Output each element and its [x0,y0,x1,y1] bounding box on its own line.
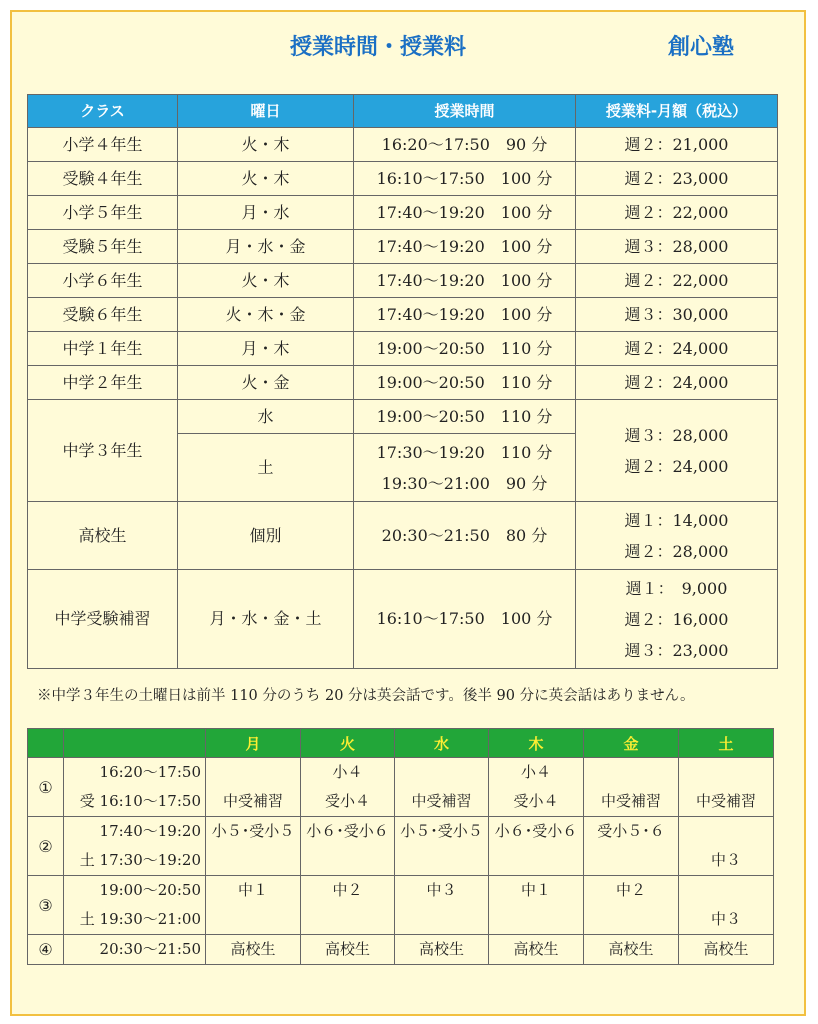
schedule-row [28,817,774,876]
schedule-cell [395,817,489,876]
table-row [28,400,778,434]
time-cell: 19:00～20:50 110 分 [354,366,576,400]
period-time [64,876,206,935]
day-thu: 木 [489,729,584,758]
time-cell: 17:40～19:20 100 分 [354,230,576,264]
fee-cell: 週２：21,000 [576,128,778,162]
class-label: 小５･受小５ [400,822,483,840]
class-label: 中３ [710,851,741,869]
fee-line: 週２：16,000 [624,609,729,629]
class-cell: 受験４年生 [28,162,178,196]
class-label [301,905,394,934]
period-number: ③ [28,876,64,935]
class-cell: 受験６年生 [28,298,178,332]
class-label [206,905,300,934]
fee-cell: 週２：22,000 [576,264,778,298]
day-wed: 水 [395,729,489,758]
time-line: 17:40～19:20 [99,822,201,840]
period-time [64,817,206,876]
class-label: 中２ [615,881,646,899]
class-cell: 中学３年生 [28,400,178,502]
fee-line: 週２：28,000 [624,541,729,561]
table-row [28,570,778,669]
class-cell: 小学４年生 [28,128,178,162]
time-cell: 16:10～17:50 100 分 [354,162,576,196]
class-label: 高校生 [418,940,464,958]
fee-line: 週１：14,000 [624,510,729,530]
fee-cell: 週２：24,000 [576,366,778,400]
schedule-cell [395,876,489,935]
time-cell: 17:40～19:20 100 分 [354,264,576,298]
fee-cell [576,502,778,570]
day-mon: 月 [206,729,301,758]
time-cell: 20:30～21:50 80 分 [354,502,576,570]
time-cell: 17:40～19:20 100 分 [354,298,576,332]
fee-table [27,94,778,669]
class-label: 小４ [332,763,363,781]
class-label [206,846,300,875]
day-tue: 火 [301,729,395,758]
class-cell: 中学２年生 [28,366,178,400]
class-label [395,758,488,787]
class-cell: 中学１年生 [28,332,178,366]
fee-line: 週３：28,000 [624,425,729,445]
schedule-cell [301,817,395,876]
time-line: 土 19:30～21:00 [79,910,201,928]
schedule-cell [489,876,584,935]
time-cell: 19:00～20:50 110 分 [354,332,576,366]
day-sat: 土 [679,729,774,758]
table-row [28,128,778,162]
class-label: 高校生 [324,940,370,958]
fee-cell: 週２：24,000 [576,332,778,366]
schedule-row [28,876,774,935]
days-cell: 月・水 [178,196,354,230]
class-label: 中受補習 [222,792,283,810]
fee-cell: 週３：28,000 [576,230,778,264]
schedule-cell [584,876,679,935]
schedule-cell [679,817,774,876]
days-cell: 月・木 [178,332,354,366]
time-line: 17:30～19:20 110 分 [376,442,553,462]
time-line: 19:00～20:50 [99,881,201,899]
days-cell: 火・金 [178,366,354,400]
fee-cell: 週３：30,000 [576,298,778,332]
time-line: 20:30～21:50 [99,940,201,958]
table-row [28,264,778,298]
schedule-cell [301,876,395,935]
class-label: 中３ [426,881,457,899]
class-label [489,846,583,875]
page-title: 授業時間・授業料 [290,35,467,60]
class-label: 中１ [520,881,551,899]
days-cell: 火・木 [178,128,354,162]
days-cell: 火・木・金 [178,298,354,332]
period-time [64,935,206,965]
schedule-cell [584,935,679,965]
days-cell: 月・水・金 [178,230,354,264]
class-label [395,905,488,934]
header-time: 授業時間 [354,95,576,128]
class-cell: 受験５年生 [28,230,178,264]
time-line: 土 17:30～19:20 [79,851,201,869]
fee-cell: 週２：23,000 [576,162,778,196]
schedule-cell [395,935,489,965]
class-label [679,758,773,787]
class-label [584,758,678,787]
table-row [28,298,778,332]
schedule-cell [489,758,584,817]
schedule-cell [679,758,774,817]
fee-cell [576,570,778,669]
fee-table-header [28,95,778,128]
class-label [679,817,773,846]
time-line: 16:20～17:50 [99,763,201,781]
class-label: 受小４ [324,792,370,810]
class-label: 小４ [520,763,551,781]
schedule-table [27,728,774,965]
schedule-row [28,935,774,965]
class-label [679,876,773,905]
class-label: 高校生 [230,940,276,958]
class-label: 中受補習 [695,792,756,810]
class-label [301,846,394,875]
class-label: 中３ [710,910,741,928]
schedule-cell [301,758,395,817]
schedule-row [28,758,774,817]
fee-line: 週３：23,000 [624,640,729,660]
class-label [206,758,300,787]
fee-line: 週１： 9,000 [625,578,728,598]
header-days: 曜日 [178,95,354,128]
schedule-cell [584,758,679,817]
schedule-cell [206,876,301,935]
table-row [28,230,778,264]
table-row [28,196,778,230]
class-label: 中２ [332,881,363,899]
class-label: 高校生 [703,940,749,958]
time-cell: 17:40～19:20 100 分 [354,196,576,230]
schedule-cell [584,817,679,876]
period-number: ④ [28,935,64,965]
fee-cell: 週２：22,000 [576,196,778,230]
schedule-cell [489,817,584,876]
days-cell: 火・木 [178,162,354,196]
footnote: ※中学３年生の土曜日は前半 110 分のうち 20 分は英会話です。後半 90 分に英会話はありません。 [37,688,695,704]
schedule-cell [489,935,584,965]
class-label: 高校生 [608,940,654,958]
table-row [28,366,778,400]
period-time [64,758,206,817]
table-row [28,502,778,570]
table-row [28,332,778,366]
period-number: ② [28,817,64,876]
header-class: クラス [28,95,178,128]
class-label [395,846,488,875]
schedule-cell [679,935,774,965]
class-cell: 中学受験補習 [28,570,178,669]
schedule-cell [395,758,489,817]
schedule-cell [301,935,395,965]
days-cell: 土 [178,434,354,502]
period-number: ① [28,758,64,817]
class-label: 受小５･６ [597,822,665,840]
schedule-cell [206,935,301,965]
time-line: 19:30～21:00 90 分 [381,473,548,493]
class-label: 小６･受小６ [306,822,389,840]
school-name: 創心塾 [668,35,735,60]
schedule-cell [679,876,774,935]
days-cell: 火・木 [178,264,354,298]
time-line: 受 16:10～17:50 [79,792,201,810]
class-cell: 小学６年生 [28,264,178,298]
class-label: 中受補習 [411,792,472,810]
class-cell: 高校生 [28,502,178,570]
class-cell: 小学５年生 [28,196,178,230]
class-label: 中受補習 [600,792,661,810]
day-fri: 金 [584,729,679,758]
header-time [64,729,206,758]
class-label: 中１ [237,881,268,899]
days-cell: 水 [178,400,354,434]
time-cell: 19:00～20:50 110 分 [354,400,576,434]
class-label: 高校生 [513,940,559,958]
class-label [489,905,583,934]
class-label [584,846,678,875]
class-label [584,905,678,934]
class-label: 受小４ [513,792,559,810]
time-cell [354,434,576,502]
schedule-cell [206,758,301,817]
time-cell: 16:10～17:50 100 分 [354,570,576,669]
class-label: 小６･受小６ [494,822,578,840]
fee-line: 週２：24,000 [624,456,729,476]
fee-cell [576,400,778,502]
header-fee: 授業料-月額（税込） [576,95,778,128]
schedule-header [28,729,774,758]
class-label: 小５･受小５ [211,822,295,840]
days-cell: 月・水・金・土 [178,570,354,669]
schedule-cell [206,817,301,876]
table-row [28,162,778,196]
time-cell: 16:20～17:50 90 分 [354,128,576,162]
header-num [28,729,64,758]
days-cell: 個別 [178,502,354,570]
